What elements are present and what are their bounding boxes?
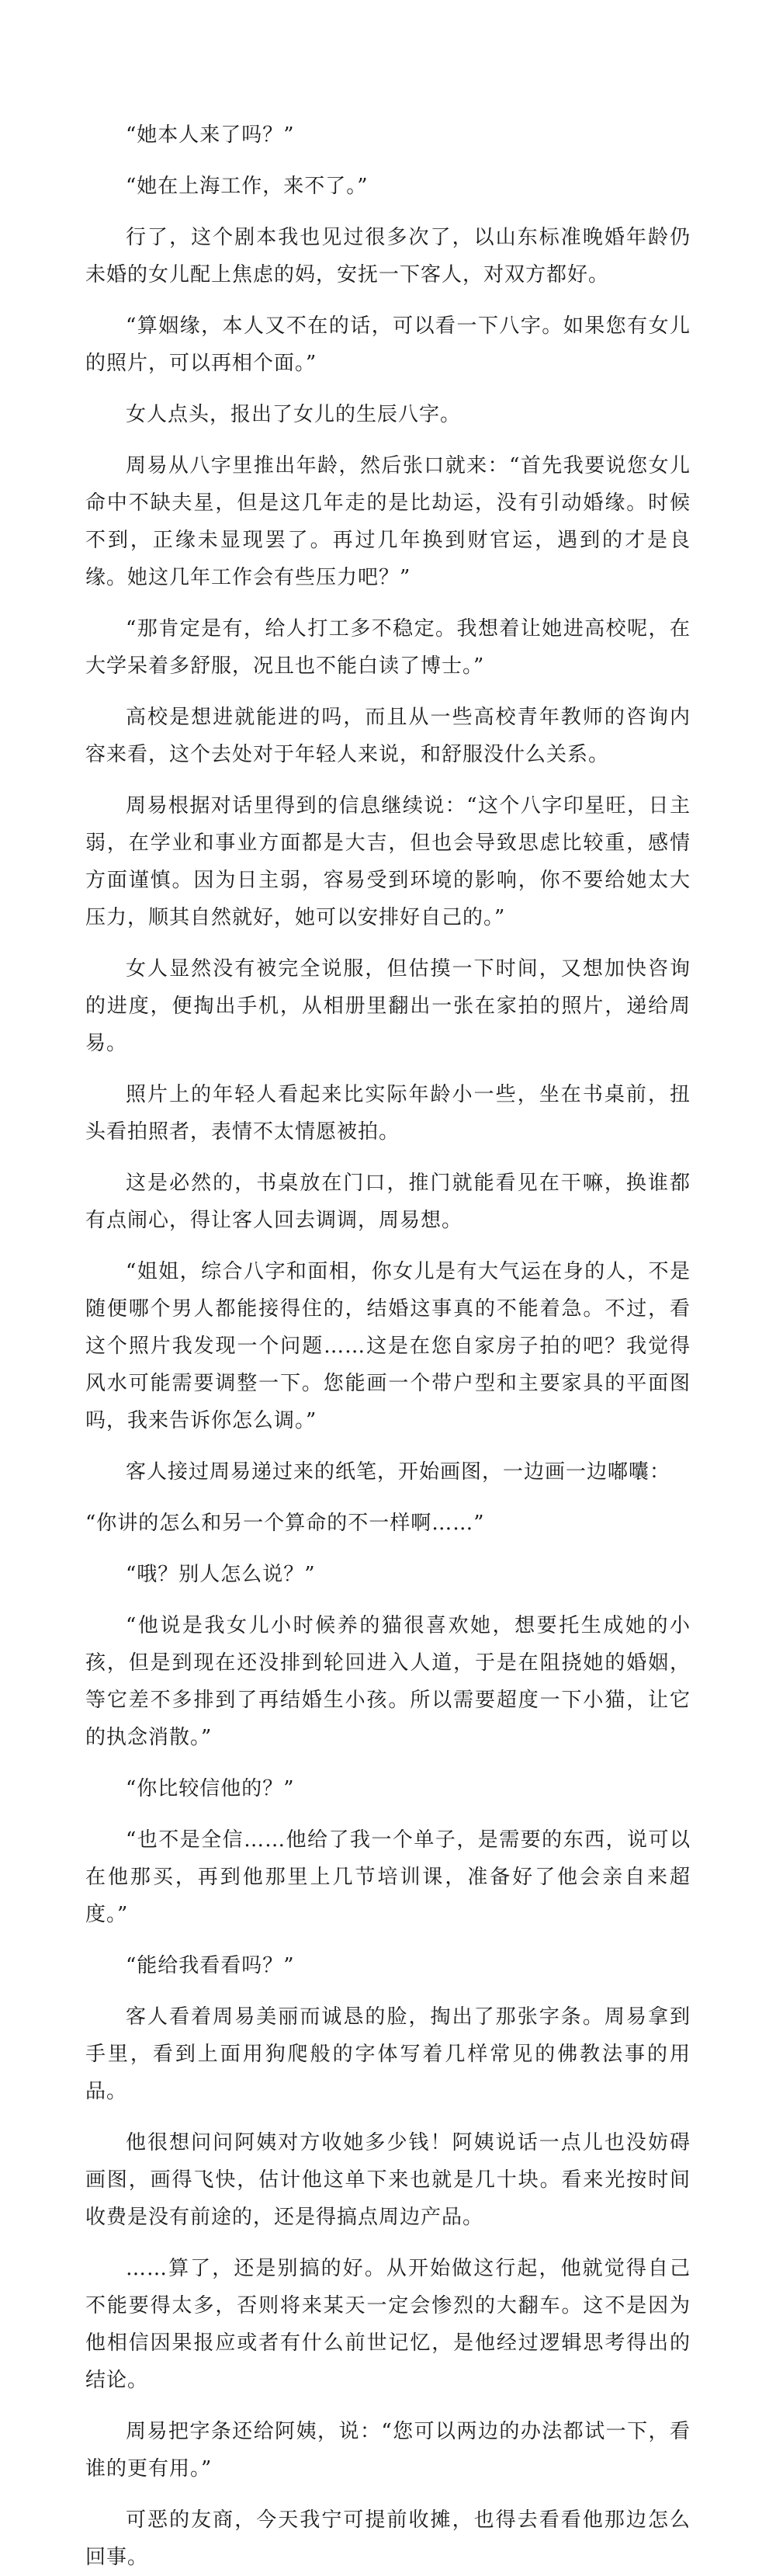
paragraph: 他很想问问阿姨对方收她多少钱！阿姨说话一点儿也没妨碍画图，画得飞快，估计他这单下来也就是几十块。看来光按时间收费是没有前途的，还是得搞点周边产品。	[85, 2131, 691, 2229]
paragraph: “能给我看看吗？”	[126, 1954, 295, 1977]
paragraph: “也不是全信……他给了我一个单子，是需要的东西，说可以在他那买，再到他那里上几节培训课，准备好了他会亲自来超度。”	[85, 1828, 691, 1926]
paragraph: 周易把字条还给阿姨，说：“您可以两边的办法都试一下，看谁的更有用。”	[85, 2420, 691, 2481]
article-body	[85, 116, 691, 2576]
paragraph: “哦？别人怎么说？”	[126, 1563, 316, 1586]
paragraph: “她本人来了吗？”	[126, 123, 295, 147]
paragraph: 可恶的友商，今天我宁可提前收摊，也得去看看他那边怎么回事。	[85, 2508, 691, 2569]
paragraph: 行了，这个剧本我也见过很多次了，以山东标准晚婚年龄仍未婚的女儿配上焦虑的妈，安抚一下客人，对双方都好。	[85, 226, 691, 286]
paragraph: “你讲的怎么和另一个算命的不一样啊……”	[85, 1512, 485, 1535]
paragraph: 周易从八字里推出年龄，然后张口就来：“首先我要说您女儿命中不缺夫星，但是这几年走的是比劫运，没有引动婚缘。时候不到，正缘未显现罢了。再过几年换到财官运，遇到的才是良缘。她这几年工作会有些压力吧？”	[85, 454, 691, 589]
paragraph: 女人点头，报出了女儿的生辰八字。	[126, 403, 462, 426]
paragraph: “姐姐，综合八字和面相，你女儿是有大气运在身的人，不是随便哪个男人都能接得住的，结婚这事真的不能着急。不过，看这个照片我发现一个问题……这是在您自家房子拍的吧？我觉得风水可能需要调整一下。您能画一个带户型和主要家具的平面图吗，我来告诉你怎么调。”	[85, 1260, 691, 1432]
paragraph: 客人看着周易美丽而诚恳的脸，掏出了那张字条。周易拿到手里，看到上面用狗爬般的字体写着几样常见的佛教法事的用品。	[85, 2005, 691, 2103]
paragraph: ……算了，还是别搞的好。从开始做这行起，他就觉得自己不能要得太多，否则将来某天一定会惨烈的大翻车。这不是因为他相信因果报应或者有什么前世记忆，是他经过逻辑思考得出的结论。	[85, 2257, 691, 2392]
paragraph: 周易根据对话里得到的信息继续说：“这个八字印星旺，日主弱，在学业和事业方面都是大吉，但也会导致思虑比较重，感情方面谨慎。因为日主弱，容易受到环境的影响，你不要给她太大压力，顺其自然就好，她可以安排好自己的。”	[85, 794, 691, 929]
paragraph: 客人接过周易递过来的纸笔，开始画图，一边画一边嘟囔：	[126, 1460, 671, 1484]
paragraph: 照片上的年轻人看起来比实际年龄小一些，坐在书桌前，扭头看拍照者，表情不太情愿被拍。	[85, 1083, 691, 1144]
paragraph: 高校是想进就能进的吗，而且从一些高校青年教师的咨询内容来看，这个去处对于年轻人来说，和舒服没什么关系。	[85, 706, 691, 766]
paragraph: “你比较信他的？”	[126, 1777, 295, 1800]
paragraph: “她在上海工作，来不了。”	[126, 175, 369, 198]
paragraph: 女人显然没有被完全说服，但估摸一下时间，又想加快咨询的进度，便掏出手机，从相册里翻出一张在家拍的照片，递给周易。	[85, 957, 691, 1055]
paragraph: 这是必然的，书桌放在门口，推门就能看见在干嘛，换谁都有点闹心，得让客人回去调调，周易想。	[85, 1172, 691, 1232]
paragraph: “那肯定是有，给人打工多不稳定。我想着让她进高校呢，在大学呆着多舒服，况且也不能白读了博士。”	[85, 617, 691, 678]
paragraph: “算姻缘，本人又不在的话，可以看一下八字。如果您有女儿的照片，可以再相个面。”	[85, 314, 691, 375]
paragraph: “他说是我女儿小时候养的猫很喜欢她，想要托生成她的小孩，但是到现在还没排到轮回进入人道，于是在阻挠她的婚姻，等它差不多排到了再结婚生小孩。所以需要超度一下小猫，让它的执念消散。”	[85, 1614, 691, 1749]
